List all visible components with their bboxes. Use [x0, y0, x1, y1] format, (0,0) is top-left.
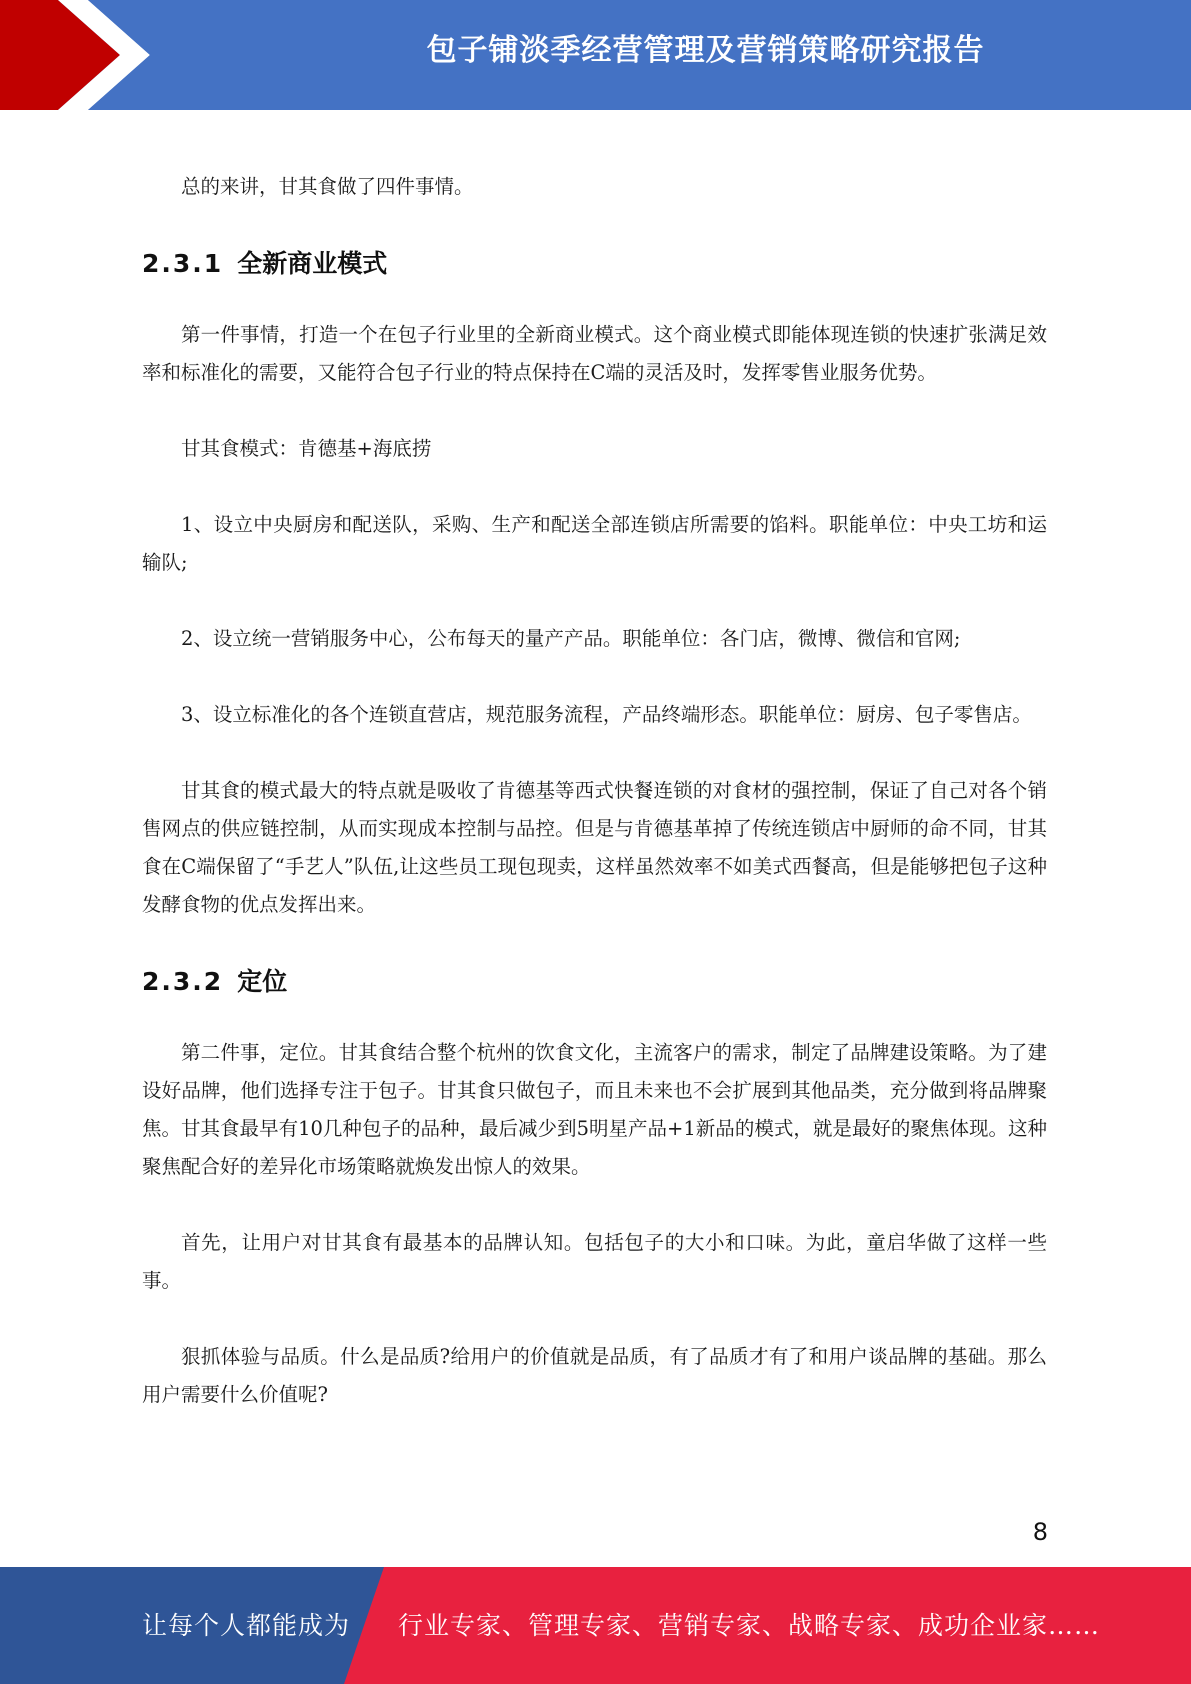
paragraph: 第二件事，定位。甘其食结合整个杭州的饮食文化，主流客户的需求，制定了品牌建设策略。为了建设好品牌，他们选择专注于包子。甘其食只做包子，而且未来也不会扩展到其他品类，充分做到将品牌聚焦。甘其食最早有10几种包子的品种，最后减少到5明星产品+1新品的模式，就是最好的聚焦体现。这种聚焦配合好的差异化市场策略就焕发出惊人的效果。 — [142, 1041, 1047, 1178]
paragraph: 第一件事情，打造一个在包子行业里的全新商业模式。这个商业模式即能体现连锁的快速扩张满足效率和标准化的需要，又能符合包子行业的特点保持在C端的灵活及时，发挥零售业服务优势。 — [142, 323, 1047, 384]
header-chevron-decoration — [0, 0, 150, 110]
intro-paragraph: 总的来讲，甘其食做了四件事情。 — [181, 175, 474, 198]
paragraph: 首先，让用户对甘其食有最基本的品牌认知。包括包子的大小和口味。为此，童启华做了这样一些事。 — [142, 1231, 1047, 1292]
section-title: 全新商业模式 — [237, 249, 388, 278]
footer-banner — [0, 1567, 1191, 1684]
footer-slogan-left: 让每个人都能成为 — [142, 1611, 351, 1640]
header-banner — [0, 0, 1191, 110]
paragraph: 甘其食模式：肯德基+海底捞 — [181, 437, 432, 460]
section-heading-2-3-1 — [142, 244, 1047, 284]
footer-slogan-right: 行业专家、管理专家、营销专家、战略专家、成功企业家…… — [398, 1611, 1101, 1640]
section-heading-2-3-2 — [142, 962, 1047, 1002]
list-paragraph: 1、设立中央厨房和配送队，采购、生产和配送全部连锁店所需要的馅料。职能单位：中央工坊和运输队; — [142, 513, 1047, 574]
main-content — [142, 168, 1047, 1414]
section-number: 2.3.1 — [142, 249, 224, 278]
section-title: 定位 — [237, 967, 288, 996]
paragraph: 狠抓体验与品质。什么是品质?给用户的价值就是品质，有了品质才有了和用户谈品牌的基础。那么用户需要什么价值呢? — [142, 1345, 1047, 1406]
section-number: 2.3.2 — [142, 967, 224, 996]
document-title: 包子铺淡季经营管理及营销策略研究报告 — [426, 33, 985, 68]
list-paragraph: 3、设立标准化的各个连锁直营店，规范服务流程，产品终端形态。职能单位：厨房、包子零售店。 — [181, 703, 1032, 726]
page-number: 8 — [1032, 1518, 1048, 1546]
paragraph: 甘其食的模式最大的特点就是吸收了肯德基等西式快餐连锁的对食材的强控制，保证了自己对各个销售网点的供应链控制，从而实现成本控制与品控。但是与肯德基革掉了传统连锁店中厨师的命不同，甘其食在C端保留了“手艺人”队伍,让这些员工现包现卖，这样虽然效率不如美式西餐高，但是能够把包子这种发酵食物的优点发挥出来。 — [142, 779, 1047, 916]
list-paragraph: 2、设立统一营销服务中心，公布每天的量产产品。职能单位：各门店，微博、微信和官网; — [181, 627, 961, 650]
